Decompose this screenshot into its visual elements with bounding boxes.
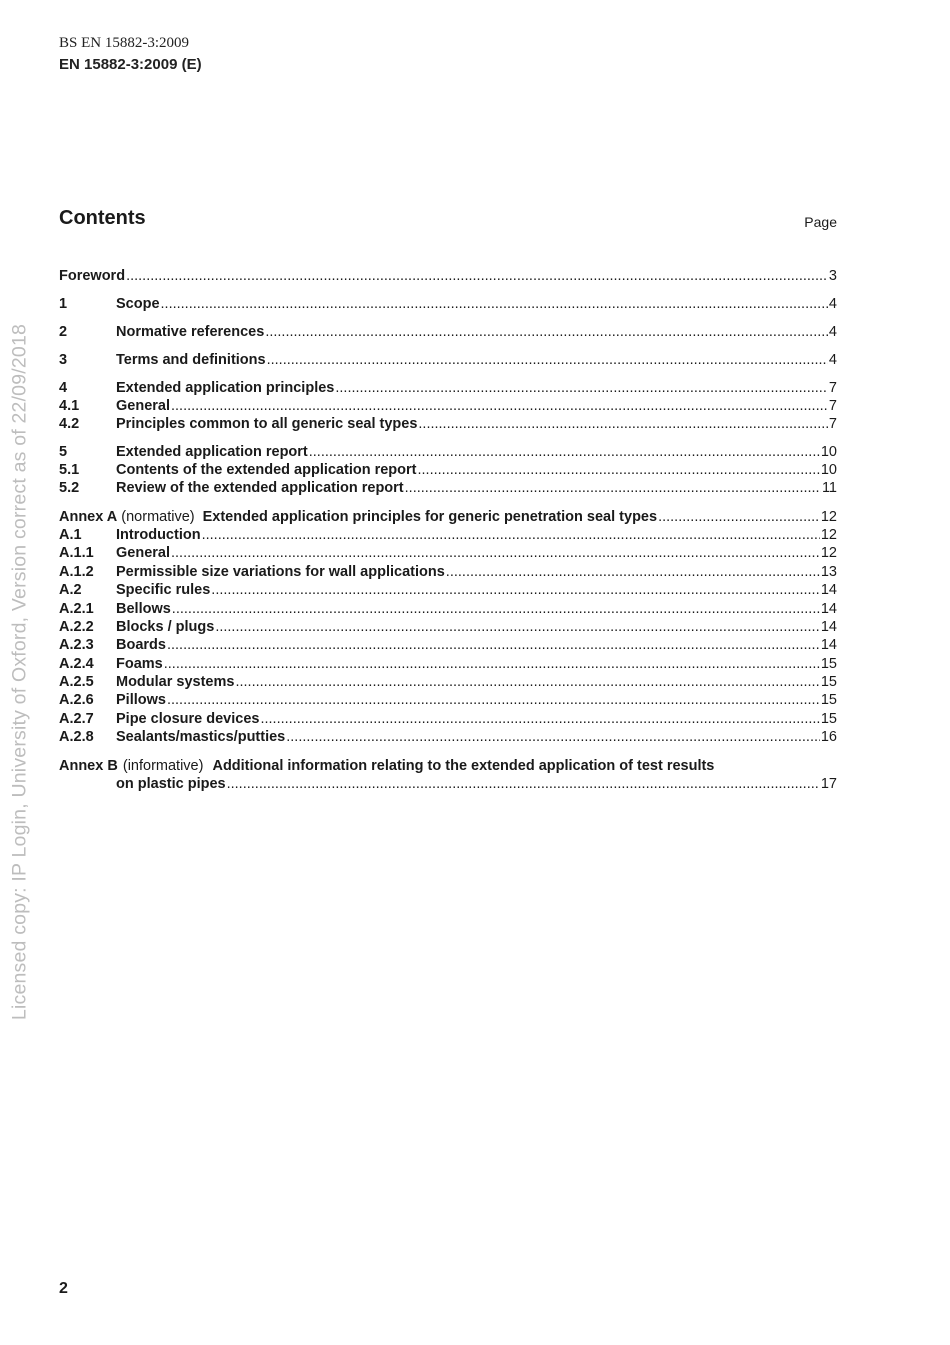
toc-entry-contents-report[interactable] [59,461,837,479]
toc-label: Scope [116,296,160,312]
toc-label: Review of the extended application report [116,480,404,496]
toc-page: 3 [828,268,837,284]
toc-label: Blocks / plugs [116,619,215,635]
toc-page: 14 [820,637,837,653]
toc-label: Boards [116,637,166,653]
toc-entry-a2-6[interactable] [59,691,837,709]
toc-entry-terms-definitions[interactable] [59,351,837,369]
toc-leader [171,397,828,415]
toc-entry-extended-application-principles[interactable] [59,379,837,397]
toc-page: 4 [828,324,837,340]
toc-entry-extended-application-report[interactable] [59,443,837,461]
toc-leader [265,323,828,341]
toc-page: 15 [820,674,837,690]
toc-label: Principles common to all generic seal types [116,416,418,432]
toc-leader [405,479,821,497]
toc-entry-a2[interactable] [59,581,837,599]
toc-leader [418,461,820,479]
toc-number: A.1.2 [59,564,94,580]
toc-page: 16 [820,729,837,745]
toc-number: 5 [59,444,68,460]
toc-leader [286,728,820,746]
toc-number: 5.1 [59,462,80,478]
toc-label: General [116,398,170,414]
toc-leader [335,379,828,397]
toc-page: 10 [820,462,837,478]
annex-a-kind: (normative) [121,509,195,525]
toc-label: Extended application report [116,444,308,460]
toc-page: 7 [828,380,837,396]
toc-number: A.2.3 [59,637,94,653]
toc-page: 12 [820,509,837,525]
toc-entry-normative-references[interactable] [59,323,837,341]
toc-number: A.2.1 [59,601,94,617]
toc-number: A.1.1 [59,545,94,561]
toc-page: 10 [820,444,837,460]
toc-label: Foams [116,656,163,672]
annex-b-label-line2: on plastic pipes [116,776,226,792]
toc-page: 17 [820,776,837,792]
toc-label: Pillows [116,692,166,708]
toc-label: Bellows [116,601,171,617]
toc-label: Pipe closure devices [116,711,260,727]
toc-label: Modular systems [116,674,235,690]
toc-number: 2 [59,324,68,340]
standard-number-en: EN 15882-3:2009 (E) [59,56,202,73]
toc-label: Contents of the extended application report [116,462,417,478]
toc-entry-a1-1[interactable] [59,544,837,562]
toc-entry-a2-3[interactable] [59,636,837,654]
toc-page: 7 [828,416,837,432]
annex-b-prefix: Annex B [59,758,118,774]
toc-number: 3 [59,352,68,368]
toc-leader [658,508,820,526]
toc-number: 5.2 [59,480,80,496]
toc-page: 13 [820,564,837,580]
toc-leader [235,673,819,691]
toc-entry-a2-8[interactable] [59,728,837,746]
toc-entry-annex-a[interactable] [59,508,837,526]
toc-label: General [116,545,170,561]
toc-entry-a2-7[interactable] [59,710,837,728]
toc-leader [309,443,820,461]
toc-entry-a2-4[interactable] [59,655,837,673]
toc-leader [167,691,820,709]
toc-number: A.2.5 [59,674,94,690]
toc-entry-scope[interactable] [59,295,837,313]
annex-b-label-line1: Additional information relating to the extended application of test results [212,758,715,774]
toc-leader [172,600,820,618]
toc-leader [126,267,828,285]
toc-page: 12 [820,527,837,543]
toc-entry-general[interactable] [59,397,837,415]
toc-page: 4 [828,296,837,312]
toc-leader [211,581,820,599]
license-watermark: Licensed copy: IP Login, University of Oxford, Version correct as of 22/09/2018 [8,323,31,1021]
toc-entry-principles-common[interactable] [59,415,837,433]
toc-entry-foreword[interactable] [59,267,837,285]
toc-page: 11 [821,480,837,496]
toc-number: A.2.4 [59,656,94,672]
toc-number: A.1 [59,527,82,543]
toc-label: Terms and definitions [116,352,266,368]
toc-number: A.2.6 [59,692,94,708]
toc-page: 15 [820,656,837,672]
toc-leader [227,775,820,793]
toc-page: 14 [820,619,837,635]
toc-entry-annex-b[interactable] [59,775,837,793]
toc-label: Introduction [116,527,201,543]
toc-number: 4 [59,380,68,396]
toc-leader [167,636,820,654]
toc-number: A.2.8 [59,729,94,745]
toc-leader [171,544,820,562]
toc-leader [446,563,820,581]
page-column-label: Page [804,214,837,230]
page-title: Contents [59,207,146,229]
toc-leader [164,655,820,673]
toc-entry-review-report[interactable] [59,479,837,497]
toc-label: Specific rules [116,582,211,598]
toc-label: Normative references [116,324,265,340]
toc-leader [202,526,820,544]
toc-leader [267,351,828,369]
toc-page: 12 [820,545,837,561]
toc-number: 4.1 [59,398,80,414]
toc-leader [215,618,820,636]
annex-a-label: Extended application principles for generic penetration seal types [202,509,658,525]
toc-number: 1 [59,296,68,312]
toc-page: 14 [820,582,837,598]
toc-leader [161,295,828,313]
toc-number: 4.2 [59,416,80,432]
toc-page: 7 [828,398,837,414]
annex-a-prefix: Annex A [59,509,118,525]
toc-number: A.2.2 [59,619,94,635]
toc-label: Sealants/mastics/putties [116,729,286,745]
toc-page: 14 [820,601,837,617]
toc-entry-a1-2[interactable] [59,563,837,581]
toc-page: 15 [820,692,837,708]
standard-number-bs: BS EN 15882-3:2009 [59,35,190,51]
toc-label: Extended application principles [116,380,335,396]
toc-label: Foreword [59,268,126,284]
toc-label: Permissible size variations for wall applications [116,564,445,580]
toc-entry-annex-b-heading[interactable] [59,757,837,775]
toc-entry-a2-5[interactable] [59,673,837,691]
toc-page: 4 [828,352,837,368]
toc-number: A.2 [59,582,82,598]
toc-number: A.2.7 [59,711,94,727]
page-number: 2 [59,1280,68,1297]
toc-leader [418,415,828,433]
toc-entry-a2-2[interactable] [59,618,837,636]
toc-page: 15 [820,711,837,727]
toc-leader [260,710,819,728]
toc-entry-a1[interactable] [59,526,837,544]
toc-entry-a2-1[interactable] [59,600,837,618]
annex-b-kind: (informative) [122,758,204,774]
